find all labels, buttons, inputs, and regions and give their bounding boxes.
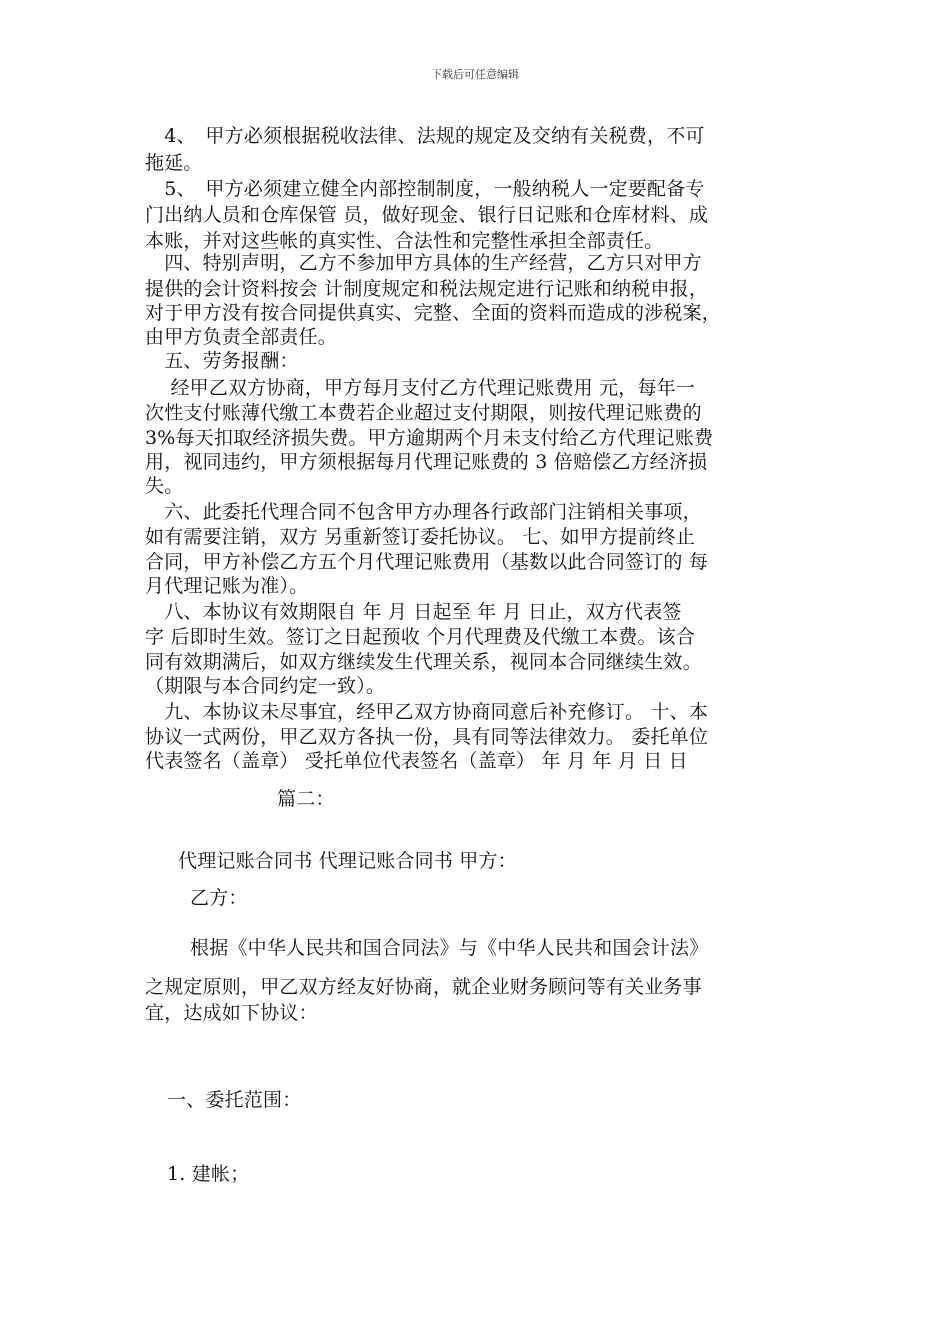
body-line: 四、特别声明，乙方不参加甲方具体的生产经营，乙方只对甲方	[145, 252, 702, 274]
body-line: 对于甲方没有按合同提供真实、完整、全面的资料而造成的涉税案，	[145, 302, 722, 324]
scope-heading: 一、委托范围：	[167, 1089, 302, 1111]
body-line: 经甲乙双方协商，甲方每月支付乙方代理记账费用 元，每年一	[145, 377, 696, 399]
body-line: 5、 甲方必须建立健全内部控制制度，一般纳税人一定要配备专	[145, 178, 705, 200]
scope-item: 1. 建帐；	[167, 1163, 250, 1185]
body-line: （期限与本合同约定一致）。	[145, 675, 386, 697]
body-line: 月代理记账为准）。	[145, 575, 309, 597]
body-line: 4、 甲方必须根据税收法律、法规的规定及交纳有关税费，不可	[145, 125, 705, 147]
basis-line: 宜，达成如下协议：	[145, 1002, 318, 1024]
basis-line: 之规定原则，甲乙双方经友好协商，就企业财务顾问等有关业务事	[145, 976, 702, 998]
body-line: 提供的会计资料按会 计制度规定和税法规定进行记账和纳税申报，	[145, 278, 709, 300]
page-header: 下载后可任意编辑	[431, 68, 519, 81]
body-line: 字 后即时生效。签订之日起预收 个月代理费及代缴工本费。该合	[145, 626, 696, 648]
body-line: 合同，甲方补偿乙方五个月代理记账费用（基数以此合同签订的 每	[145, 551, 709, 573]
body-line: 代表签名（盖章） 受托单位代表签名（盖章） 年 月 年 月 日 日	[145, 750, 688, 772]
body-line: 3%每天扣取经济损失费。甲方逾期两个月未支付给乙方代理记账费	[145, 427, 714, 449]
body-line: 如有需要注销，双方 另重新签订委托协议。 七、如甲方提前终止	[145, 526, 696, 548]
body-line: 九、本协议未尽事宜，经甲乙双方协商同意后补充修订。 十、本	[145, 701, 709, 723]
body-line: 用，视同违约，甲方须根据每月代理记账费的 3 倍赔偿乙方经济损	[145, 451, 708, 473]
body-line: 六、此委托代理合同不包含甲方办理各行政部门注销相关事项，	[145, 501, 702, 523]
body-line: 失。	[145, 475, 184, 497]
body-line: 八、本协议有效期限自 年 月 日起至 年 月 日止，双方代表签	[145, 601, 682, 623]
basis-line: 根据《中华人民共和国合同法》与《中华人民共和国会计法》	[190, 937, 709, 959]
body-line: 五、劳务报酬：	[145, 350, 299, 372]
body-line: 次性支付账薄代缴工本费若企业超过支付期限，则按代理记账费的	[145, 402, 702, 424]
party-b-line: 乙方：	[190, 887, 248, 909]
body-line: 门出纳人员和仓库保管 员，做好现金、银行日记账和仓库材料、成	[145, 204, 709, 226]
body-line: 由甲方负责全部责任。	[145, 326, 338, 348]
body-line: 同有效期满后，如双方继续发生代理关系，视同本合同继续生效。	[145, 651, 702, 673]
body-line: 协议一式两份，甲乙双方各执一份，具有同等法律效力。 委托单位	[145, 726, 709, 748]
body-line: 拖延。	[145, 152, 203, 174]
contract-line: 代理记账合同书 代理记账合同书 甲方：	[178, 850, 517, 872]
body-line: 本账，并对这些帐的真实性、合法性和完整性承担全部责任。	[145, 230, 664, 252]
section-title: 篇二：	[277, 788, 335, 810]
